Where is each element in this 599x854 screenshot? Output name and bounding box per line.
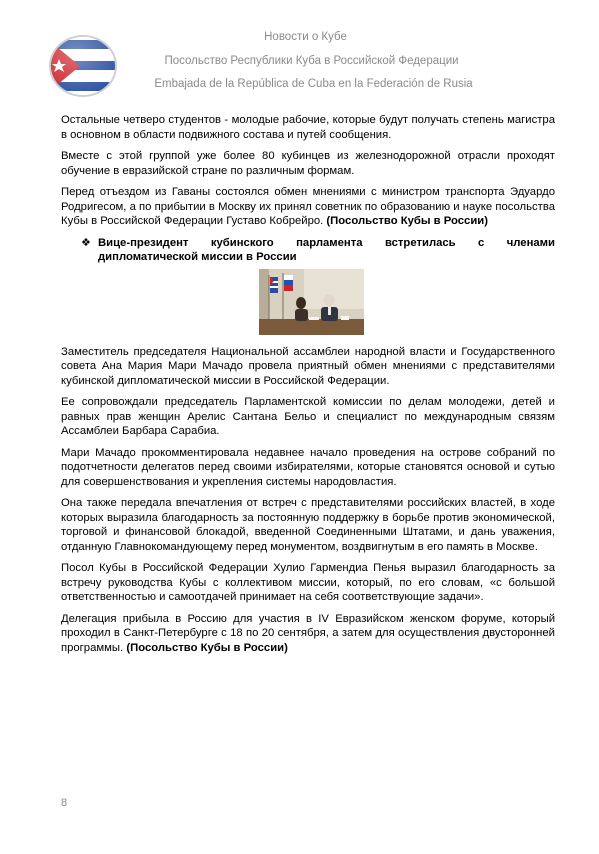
paragraph: Посол Кубы в Российской Федерации Хулио Гармендиа Пенья выразил благодарность за встречу руководства Кубы с коллективом миссии, который, по его словам, «с большой ответственностью и самоотдачей принимает на себя соответствующие задачи».	[61, 562, 555, 603]
diamond-bullet-icon: ❖	[81, 236, 91, 249]
paragraph: Ее сопровождали председатель Парламентской комиссии по делам молодежи, детей и равных прав женщин Арелис Сантана Бельо и специалист по международным связям Ассамблеи Барбара Сарабиа.	[61, 396, 555, 437]
article-body	[61, 113, 555, 662]
paragraph: Вместе с этой группой уже более 80 кубинцев из железнодорожной отрасли проходят обучение в евразийской стране по различным формам.	[61, 150, 555, 177]
section-heading-text: Вице-президент кубинского парламента встретилась с членами дипломатической миссии в России	[98, 236, 555, 263]
meeting-photo	[259, 269, 364, 335]
header-embassy-es: Embajada de la República de Cuba en la Federación de Rusia	[154, 78, 473, 90]
paragraph-text: Делегация прибыла в Россию для участия в IV Евразийском женском форуме, который проходил в Санкт-Петербурге с 18 по 20 сентября, а затем для осуществления двусторонней программы.	[61, 612, 555, 654]
source-credit: (Посольство Кубы в России)	[126, 641, 288, 654]
paragraph	[61, 185, 555, 229]
source-credit: (Посольство Кубы в России)	[326, 215, 488, 227]
paragraph-text: Перед отъездом из Гаваны состоялся обмен мнениями с министром транспорта Эдуардо Родригесом, а по прибытии в Москву их принял советник по образованию и науке посольства Кубы в Российской Федерации Густаво Кобрейро.	[61, 186, 555, 227]
paragraph	[61, 612, 555, 656]
page-header	[0, 0, 599, 100]
photo-container	[61, 269, 555, 335]
paragraph: Мари Мачадо прокомментировала недавнее начало проведения на острове собраний по подотчетности делегатов перед своими избирателями, которые становятся основой и сутью для совершенствования и укрепления системы народовластия.	[61, 446, 555, 488]
paragraph: Она также передала впечатления от встреч с представителями российских властей, в ходе которых выразила благодарность за постоянную поддержку в борьбе против экономической, торговой и финансовой блокадой, введенной Соединенными Штатами, и дань уважения, отданную Главнокомандующему перед монументом, воздвигнутым в его память в Москве.	[61, 497, 555, 553]
section-heading	[61, 236, 555, 265]
header-embassy-ru: Посольство Республики Куба в Российской Федерации	[164, 55, 459, 67]
paragraph: Остальные четверо студентов - молодые рабочие, которые будут получать степень магистра в основном в области подвижного состава и путей сообщения.	[61, 114, 555, 141]
page-number: 8	[61, 797, 68, 809]
header-news-title: Новости о Кубе	[264, 31, 347, 43]
paragraph: Заместитель председателя Национальной ассамблеи народной власти и Государственного совета Ана Мария Мари Мачадо провела приятный обмен мнениями с представителями кубинской дипломатической миссии в Российской Федерации.	[61, 345, 555, 387]
